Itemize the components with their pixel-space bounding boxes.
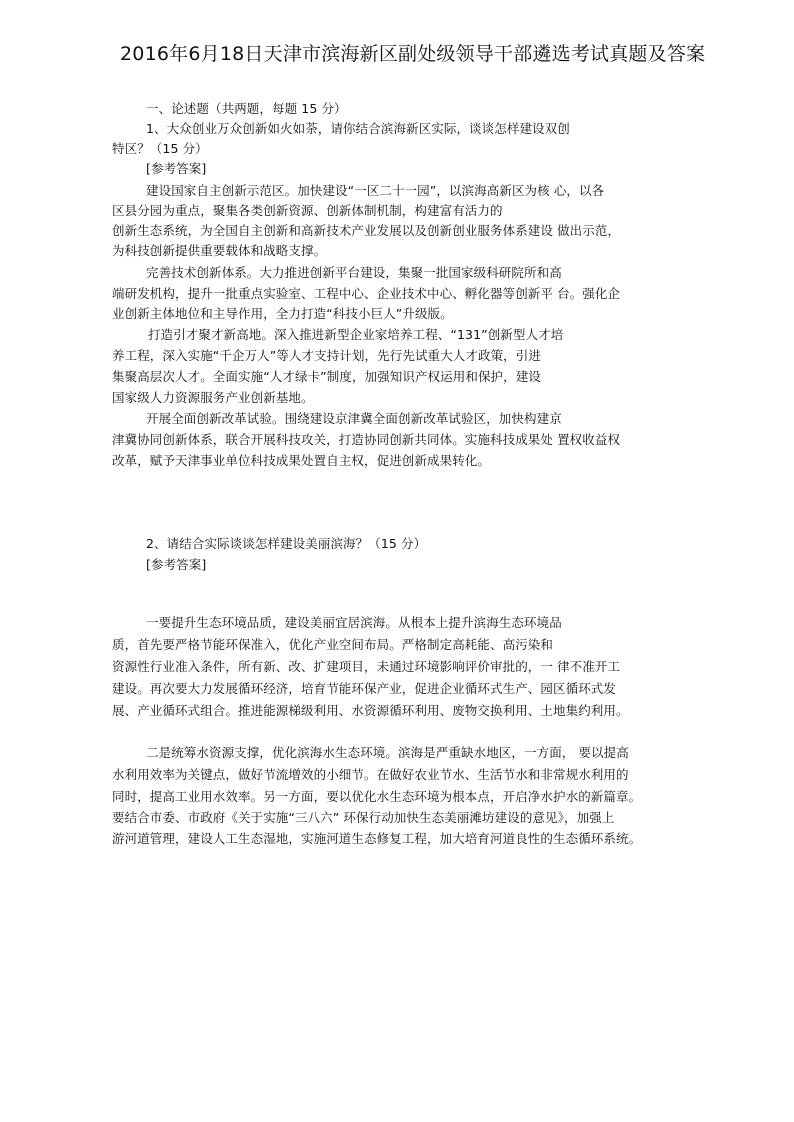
document-title: 2016年6月18日天津市滨海新区副处级领导干部遴选考试真题及答案 bbox=[120, 43, 706, 65]
q2-p2-line-4: 要结合市委、市政府《关于实施“三八六” 环保行动加快生态美丽滩坊建设的意见》，加强上 bbox=[112, 810, 615, 825]
q1-p3-line-2: 养工程，深入实施“千企万人”等人才支持计划，先行先试重大人才政策，引进 bbox=[112, 348, 541, 363]
q1-p4-line-1: 开展全面创新改革试验。围绕建设京津冀全面创新改革试验区，加快构建京 bbox=[146, 411, 562, 426]
section-heading: 一、论述题（共两题，每题 15 分） bbox=[146, 101, 347, 116]
q1-p3-line-3: 集聚高层次人才。全面实施“人才绿卡”制度，加强知识产权运用和保护，建设 bbox=[112, 369, 541, 384]
q1-p4-line-2: 津冀协同创新体系，联合开展科技攻关，打造协同创新共同体。实施科技成果处 置权收益权 bbox=[112, 432, 621, 447]
question1-line-1: 1、大众创业万众创新如火如荼，请你结合滨海新区实际，谈谈怎样建设双创 bbox=[146, 121, 570, 136]
q1-p2-line-2: 端研发机构，提升一批重点实验室、工程中心、企业技术中心、孵化器等创新平 台。强化企 bbox=[112, 286, 621, 301]
question2-line-1: 2、请结合实际谈谈怎样建设美丽滨海？（15 分） bbox=[146, 536, 427, 551]
q2-p1-line-1: 一要提升生态环境品质，建设美丽宜居滨海。从根本上提升滨海生态环境品 bbox=[146, 615, 562, 630]
q1-p1-line-2: 区县分园为重点，聚集各类创新资源、创新体制机制，构建富有活力的 bbox=[112, 203, 503, 218]
q2-p1-line-5: 展、产业循环式组合。推进能源梯级利用、水资源循环利用、废物交换利用、土地集约利用。 bbox=[112, 703, 629, 718]
q2-p1-line-3: 资源性行业准入条件，所有新、改、扩建项目，未通过环境影响评价审批的，一 律不准开工 bbox=[112, 659, 621, 674]
q1-p2-line-1: 完善技术创新体系。大力推进创新平台建设，集聚一批国家级科研院所和高 bbox=[146, 265, 562, 280]
q2-p2-line-5: 游河道管理，建设人工生态湿地，实施河道生态修复工程，加大培育河道良性的生态循环系统。 bbox=[112, 831, 642, 846]
q1-p1-line-3: 创新生态系统，为全国自主创新和高新技术产业发展以及创新创业服务体系建设 做出示范， bbox=[112, 223, 621, 238]
q1-p1-line-1: 建设国家自主创新示范区。加快建设“一区二十一园”，以滨海高新区为核 心，以各 bbox=[146, 183, 605, 198]
q2-p1-line-4: 建设。再次要大力发展循环经济，培育节能环保产业，促进企业循环式生产、园区循环式发 bbox=[112, 681, 617, 696]
q2-p2-line-2: 水利用效率为关键点，做好节流增效的小细节。在做好农业节水、生活节水和非常规水利用的 bbox=[112, 767, 629, 782]
q1-p4-line-3: 改革，赋予天津事业单位科技成果处置自主权，促进创新成果转化。 bbox=[112, 453, 491, 468]
question1-answer-label: [参考答案] bbox=[146, 161, 207, 176]
q2-p2-line-1: 二是统筹水资源支撑，优化滨海水生态环境。滨海是严重缺水地区，一方面， 要以提高 bbox=[146, 745, 629, 760]
question2-answer-label: [参考答案] bbox=[146, 557, 207, 572]
q2-p1-line-2: 质，首先要严格节能环保准入，优化产业空间布局。严格制定高耗能、高污染和 bbox=[112, 637, 554, 652]
q1-p1-line-4: 为科技创新提供重要载体和战略支撑。 bbox=[112, 243, 327, 258]
q1-p3-line-1: 打造引才聚才新高地。深入推进新型企业家培养工程、“131”创新型人才培 bbox=[148, 327, 564, 342]
q2-p2-line-3: 同时，提高工业用水效率。另一方面，要以优化水生态环境为根本点，开启净水护水的新篇章。 bbox=[112, 789, 642, 804]
q1-p3-line-4: 国家级人力资源服务产业创新基地。 bbox=[112, 390, 314, 405]
question1-line-2: 特区？（15 分） bbox=[112, 141, 208, 156]
q1-p2-line-3: 业创新主体地位和主导作用，全力打造“科技小巨人”升级版。 bbox=[112, 306, 453, 321]
